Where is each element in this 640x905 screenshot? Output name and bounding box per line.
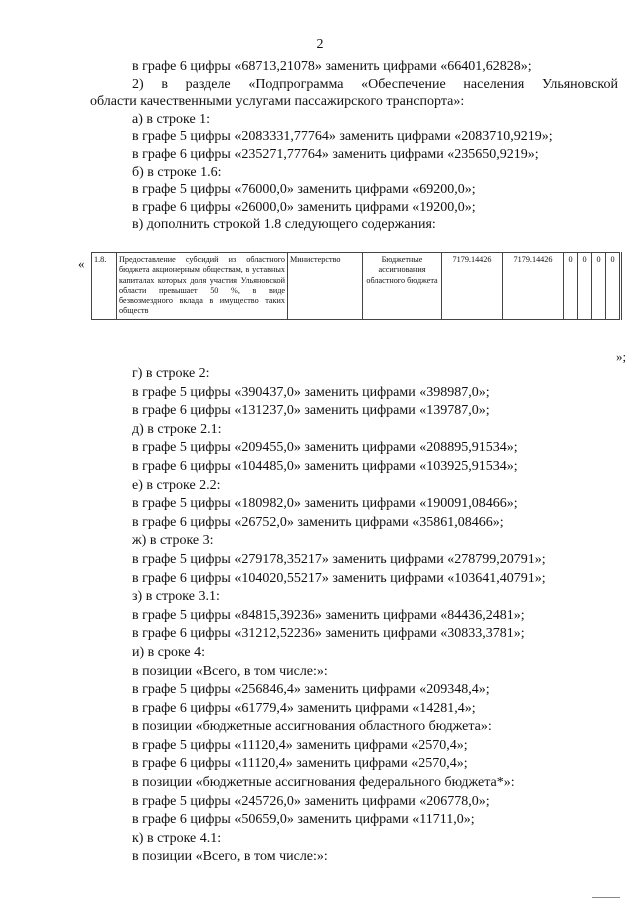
row-number-cell: 1.8. — [92, 253, 117, 320]
text-line: в) дополнить строкой 1.8 следующего содержания: — [132, 217, 436, 233]
row-zero-cell: 0 — [592, 253, 606, 320]
text-line: в графе 5 цифры «84815,39236» заменить цифрами «84436,2481»; — [132, 607, 525, 623]
text-line: в графе 6 цифры «104485,0» заменить цифрами «103925,91534»; — [132, 458, 518, 474]
table-row — [92, 253, 621, 320]
row-column5-cell: 7179.14426 — [442, 253, 503, 320]
text-line: в графе 5 цифры «209455,0» заменить цифрами «208895,91534»; — [132, 440, 518, 456]
text-line: в графе 6 цифры «104020,55217» заменить цифрами «103641,40791»; — [132, 570, 546, 586]
row-zero-cell: 0 — [606, 253, 621, 320]
text-line: в графе 5 цифры «390437,0» заменить цифрами «398987,0»; — [132, 384, 490, 400]
text-line: в графе 5 цифры «279178,35217» заменить цифрами «278799,20791»; — [132, 551, 546, 567]
text-line: в графе 6 цифры «26000,0» заменить цифрами «19200,0»; — [132, 199, 476, 215]
text-line: в графе 6 цифры «61779,4» заменить цифрами «14281,4»; — [132, 700, 476, 716]
row-zero-cell: 0 — [578, 253, 592, 320]
text-line: а) в строке 1: — [132, 111, 211, 127]
table-close-quote: »; — [616, 349, 627, 364]
row-source-cell: Бюджетные ассигнования областного бюджета — [363, 253, 442, 320]
text-line: в графе 6 цифры «131237,0» заменить цифрами «139787,0»; — [132, 403, 490, 419]
text-line: ж) в строке 3: — [132, 533, 214, 549]
text-line: в графе 5 цифры «256846,4» заменить цифрами «209348,4»; — [132, 682, 490, 698]
scan-edge-mark — [592, 897, 620, 898]
text-line: в позиции «бюджетные ассигнования федерального бюджета*»: — [132, 775, 515, 791]
text-line: в графе 5 цифры «245726,0» заменить цифрами «206778,0»; — [132, 793, 490, 809]
text-line: области качественными услугами пассажирского транспорта»: — [90, 94, 465, 110]
text-line: в графе 5 цифры «11120,4» заменить цифрами «2570,4»; — [132, 737, 468, 753]
table-open-quote: « — [78, 256, 85, 271]
text-line: г) в строке 2: — [132, 366, 210, 381]
text-line: в графе 6 цифры «31212,52236» заменить цифрами «30833,3781»; — [132, 626, 525, 642]
text-line: в позиции «бюджетные ассигнования областного бюджета»: — [132, 719, 492, 735]
page-number: 2 — [316, 37, 324, 52]
row-description-cell: Предоставление субсидий из областного бюджета акционерным обществам, в уставных капиталах которых доля участия Ульяновской области превышает 50 %, в виде безвозмездного вклада в имущество таких обществ — [117, 253, 288, 320]
text-line: в графе 6 цифры «68713,21078» заменить цифрами «66401,62828»; — [132, 59, 532, 74]
text-line: б) в строке 1.6: — [132, 164, 222, 180]
text-line: 2) в разделе «Подпрограмма «Обеспечение населения Ульяновской — [132, 76, 618, 92]
row-zero-cell: 0 — [564, 253, 578, 320]
text-line: е) в строке 2.2: — [132, 477, 221, 493]
text-line: и) в сроке 4: — [132, 644, 206, 660]
text-line: д) в строке 2.1: — [132, 421, 222, 437]
amendment-text-bottom — [90, 365, 618, 867]
row-column6-cell: 7179.14426 — [503, 253, 564, 320]
text-line: в позиции «Всего, в том числе:»: — [132, 663, 328, 679]
text-line: в графе 5 цифры «76000,0» заменить цифрами «69200,0»; — [132, 182, 476, 198]
text-line: к) в строке 4.1: — [132, 830, 222, 846]
text-line: з) в строке 3.1: — [132, 589, 220, 605]
text-line: в графе 5 цифры «180982,0» заменить цифрами «190091,08466»; — [132, 496, 518, 512]
text-line: в графе 6 цифры «26752,0» заменить цифрами «35861,08466»; — [132, 514, 504, 530]
text-line: в позиции «Всего, в том числе:»: — [132, 849, 328, 865]
text-line: в графе 6 цифры «11120,4» заменить цифрами «2570,4»; — [132, 756, 468, 772]
text-line: в графе 6 цифры «235271,77764» заменить цифрами «235650,9219»; — [132, 146, 539, 162]
inserted-row-table — [91, 252, 622, 320]
text-line: в графе 6 цифры «50659,0» заменить цифрами «11711,0»; — [132, 812, 475, 828]
text-line: в графе 5 цифры «2083331,77764» заменить цифрами «2083710,9219»; — [132, 129, 553, 145]
row-executor-cell: Министерство — [288, 253, 363, 320]
amendment-text-top — [90, 58, 618, 234]
